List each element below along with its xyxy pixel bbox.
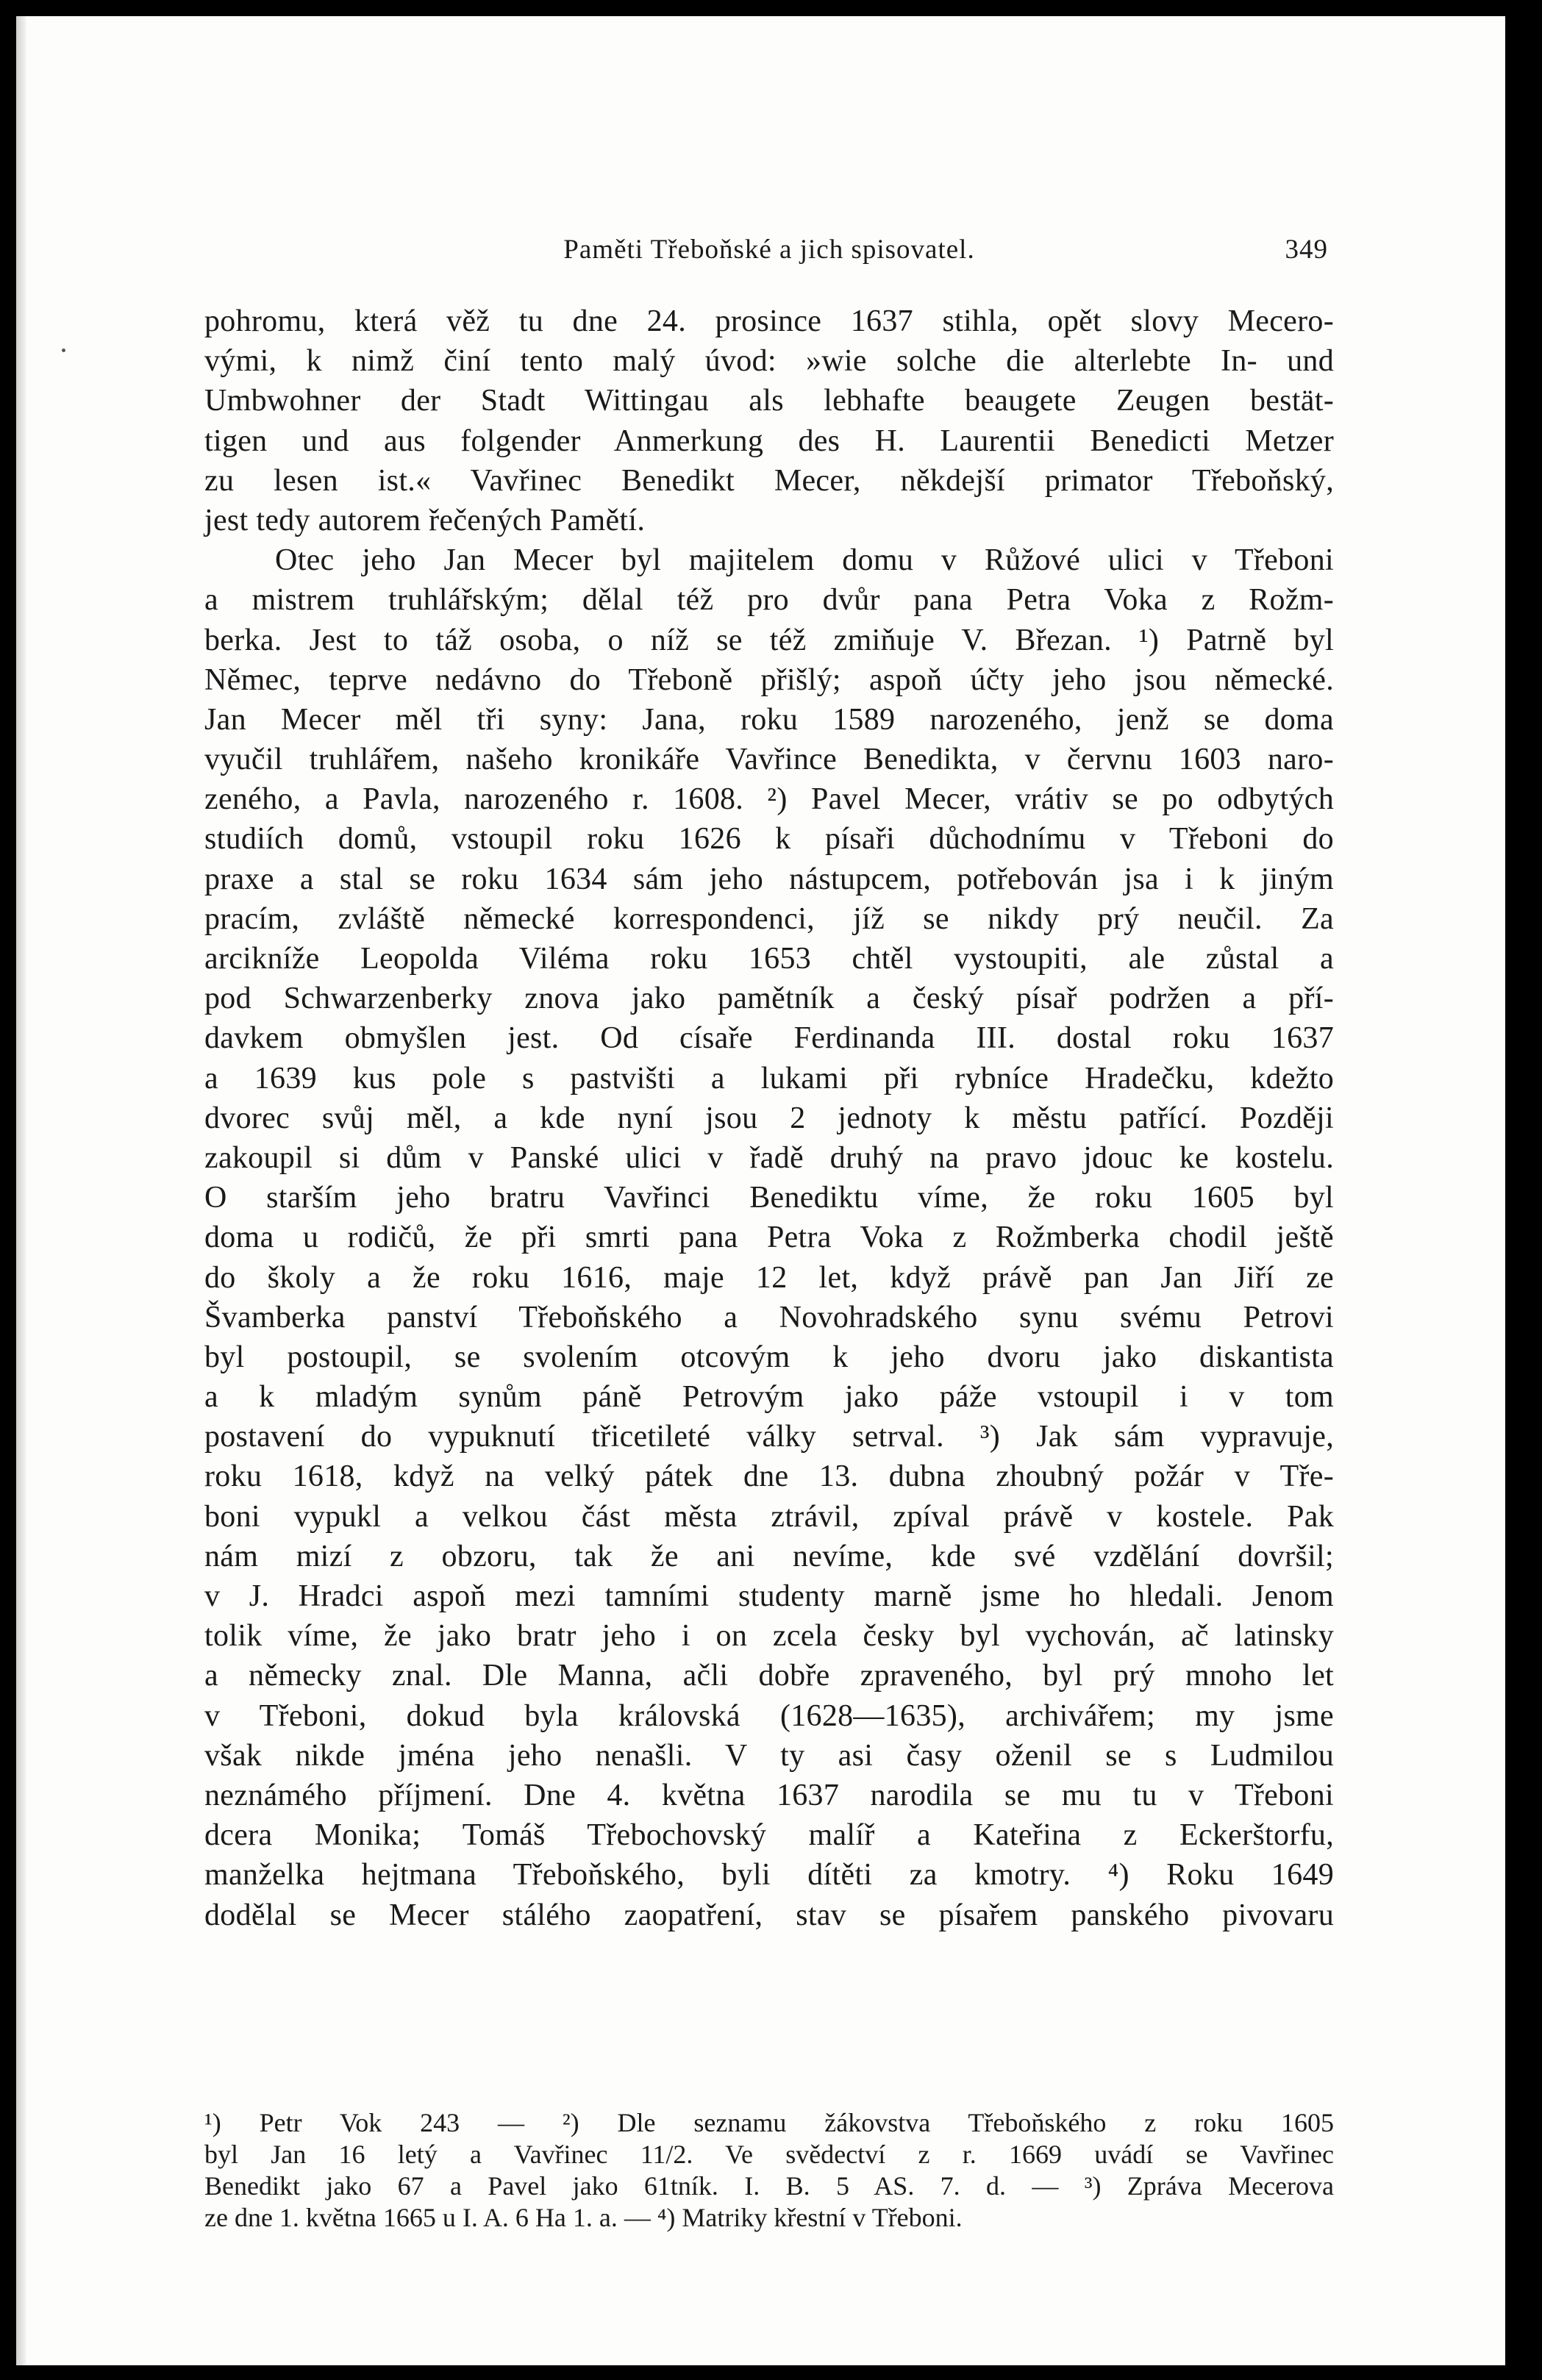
text-line: Jan Mecer měl tři syny: Jana, roku 1589 narozeného, jenž se doma xyxy=(204,702,1334,737)
page-number: 349 xyxy=(1285,235,1328,265)
text-line: neznámého příjmení. Dne 4. května 1637 narodila se mu tu v Třeboni xyxy=(204,1778,1334,1812)
text-line: Němec, teprve nedávno do Třeboně přišlý; aspoň účty jeho jsou německé. xyxy=(204,662,1334,697)
text-line: Umbwohner der Stadt Wittingau als lebhafte beaugete Zeugen bestät- xyxy=(204,384,1334,418)
text-line: dvorec svůj měl, a kde nyní jsou 2 jednoty k městu patřící. Později xyxy=(204,1101,1334,1135)
text-line: manželka hejtmana Třeboňského, byli dítěti za kmotry. ⁴) Roku 1649 xyxy=(204,1858,1334,1893)
text-line: a k mladým synům páně Petrovým jako páže vstoupil i v tom xyxy=(204,1380,1334,1415)
text-line: praxe a stal se roku 1634 sám jeho nástupcem, potřebován jsa i k jiným xyxy=(204,862,1334,896)
footnote-line: ¹) Petr Vok 243 — ²) Dle seznamu žákovstva Třeboňského z roku 1605 xyxy=(204,2108,1334,2137)
text-line: zeného, a Pavla, narozeného r. 1608. ²) Pavel Mecer, vrátiv se po odbytých xyxy=(204,782,1334,817)
text-line: Švamberka panství Třeboňského a Novohradského synu svému Petrovi xyxy=(204,1300,1334,1334)
text-line: vyučil truhlářem, našeho kronikáře Vavřince Benedikta, v červnu 1603 naro- xyxy=(204,743,1334,777)
text-line: postavení do vypuknutí třicetileté války setrval. ³) Jak sám vypravuje, xyxy=(204,1420,1334,1454)
page-edge-shadow xyxy=(16,16,26,2365)
text-line: pod Schwarzenberky znova jako pamětník a český písař podržen a pří- xyxy=(204,982,1334,1016)
running-title: Paměti Třeboňské a jich spisovatel. xyxy=(563,235,975,265)
text-line: arcikníže Leopolda Viléma roku 1653 chtěl vystoupiti, ale zůstal a xyxy=(204,942,1334,976)
text-line: pracím, zvláště německé korrespondenci, jíž se nikdy prý neučil. Za xyxy=(204,901,1334,936)
text-line: Otec jeho Jan Mecer byl majitelem domu v Růžové ulici v Třeboni xyxy=(275,543,1334,578)
text-line: a mistrem truhlářským; dělal též pro dvůr pana Petra Voka z Rožm- xyxy=(204,583,1334,618)
text-line: v J. Hradci aspoň mezi tamními studenty marně jsme ho hledali. Jenom xyxy=(204,1579,1334,1613)
scan-speck xyxy=(62,349,65,352)
text-line: a 1639 kus pole s pastvišti a lukami při rybníce Hradečku, kdežto xyxy=(204,1061,1334,1096)
text-line: studiích domů, vstoupil roku 1626 k písaři důchodnímu v Třeboni do xyxy=(204,822,1334,857)
running-header xyxy=(204,234,1334,271)
text-line: v Třeboni, dokud byla královská (1628—1635), archivářem; my jsme xyxy=(204,1698,1334,1733)
text-line: boni vypukl a velkou část města ztrávil, zpíval právě v kostele. Pak xyxy=(204,1499,1334,1534)
text-line: byl postoupil, se svolením otcovým k jeho dvoru jako diskantista xyxy=(204,1340,1334,1374)
text-line: O starším jeho bratru Vavřinci Benediktu víme, že roku 1605 byl xyxy=(204,1181,1334,1215)
text-line: jest tedy autorem řečených Pamětí. xyxy=(204,503,646,537)
text-line: zu lesen ist.« Vavřinec Benedikt Mecer, někdejší primator Třeboňský, xyxy=(204,463,1334,498)
text-line: nám mizí z obzoru, tak že ani nevíme, kde své vzdělání dovršil; xyxy=(204,1539,1334,1573)
footnotes xyxy=(204,2107,1334,2234)
footnote-line: ze dne 1. května 1665 u I. A. 6 Ha 1. a. — ⁴) Matriky křestní v Třeboni. xyxy=(204,2203,963,2232)
text-line: tigen und aus folgender Anmerkung des H. Laurentii Benedicti Metzer xyxy=(204,424,1334,458)
text-line: berka. Jest to táž osoba, o níž se též zmiňuje V. Březan. ¹) Patrně byl xyxy=(204,623,1334,657)
text-line: vými, k nimž činí tento malý úvod: »wie solche die alterlebte In- und xyxy=(204,344,1334,379)
text-line: roku 1618, když na velký pátek dne 13. dubna zhoubný požár v Tře- xyxy=(204,1459,1334,1494)
text-line: dcera Monika; Tomáš Třebochovský malíř a Kateřina z Eckerštorfu, xyxy=(204,1818,1334,1853)
text-line: zakoupil si dům v Panské ulici v řadě druhý na pravo jdouc ke kostelu. xyxy=(204,1140,1334,1175)
body-text xyxy=(204,301,1334,1935)
text-line: doma u rodičů, že při smrti pana Petra Voka z Rožmberka chodil ještě xyxy=(204,1221,1334,1255)
text-line: davkem obmyšlen jest. Od císaře Ferdinanda III. dostal roku 1637 xyxy=(204,1021,1334,1056)
text-line: tolik víme, že jako bratr jeho i on zcela česky byl vychován, ač latinsky xyxy=(204,1619,1334,1654)
text-line: však nikde jména jeho nenašli. V ty asi časy oženil se s Ludmilou xyxy=(204,1738,1334,1773)
text-line: dodělal se Mecer stálého zaopatření, stav se písařem panského pivovaru xyxy=(204,1898,1334,1932)
text-line: a německy znal. Dle Manna, ačli dobře zpraveného, byl prý mnoho let xyxy=(204,1659,1334,1693)
footnote-line: byl Jan 16 letý a Vavřinec 11/2. Ve svědectví z r. 1669 uvádí se Vavřinec xyxy=(204,2140,1334,2169)
text-line: pohromu, která věž tu dne 24. prosince 1637 stihla, opět slovy Mecero- xyxy=(204,304,1334,338)
footnote-line: Benedikt jako 67 a Pavel jako 61tník. I. B. 5 AS. 7. d. — ³) Zpráva Mecerova xyxy=(204,2171,1334,2201)
text-line: do školy a že roku 1616, maje 12 let, když právě pan Jan Jiří ze xyxy=(204,1260,1334,1295)
